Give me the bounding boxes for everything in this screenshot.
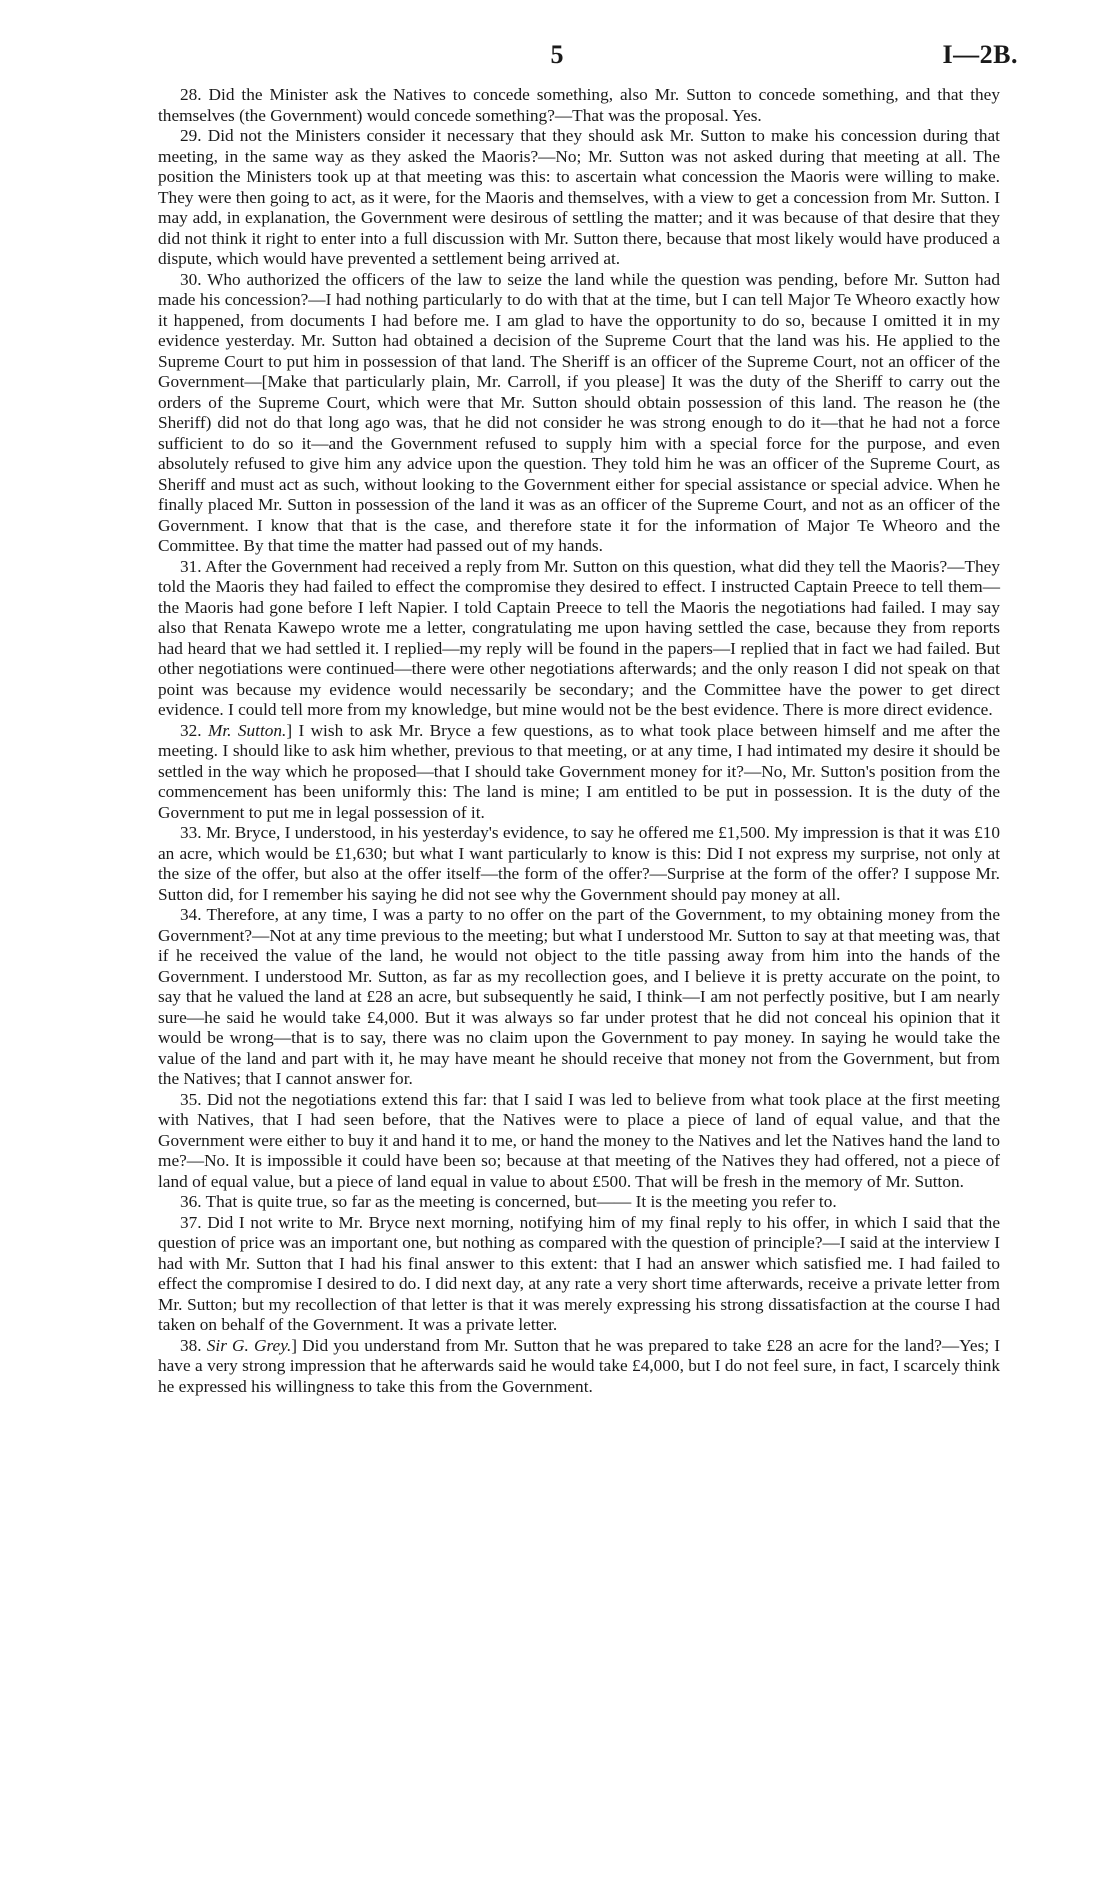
question-text: ] Did you understand from Mr. Sutton that he was prepared to take £28 an acre for the land?—Yes; I have a very strong impression that he afterwards said he would take £4,000, but I do not feel sure, in fact, I scarcely think he expressed his willingness to take this from the Government. <box>158 1335 1001 1396</box>
question-36: 36. That is quite true, so far as the meeting is concerned, but—— It is the meeting you refer to. <box>180 1192 837 1211</box>
page-number: 5 <box>550 40 564 69</box>
question-30: 30. Who authorized the officers of the law to seize the land while the question was pending, before Mr. Sutton had made his concession?—I had nothing particularly to do with that at the time, but I can tell Major Te Wheoro exactly how it happened, from documents I had before me. I am glad to have the opportunity to do so, because I omitted it in my evidence yesterday. Mr. Sutton had obtained a decision of the Supreme Court that the land was his. He applied to the Supreme Court to put him in possession of that land. The Sheriff is an officer of the Supreme Court, not an officer of the Government—[Make that particularly plain, Mr. Carroll, if you please] It was the duty of the Sheriff to carry out the orders of the Supreme Court, which were that Mr. Sutton should obtain possession of this land. The reason he (the Sheriff) did not do that long ago was, that he did not consider he was strong enough to do it—that he had not a force sufficient to do so it—and the Government refused to supply him with a special force for the purpose, and even absolutely refused to give him any advice upon the question. They told him he was an officer of the Supreme Court, as Sheriff and must act as such, without looking to the Government either for special assistance or special advice. When he finally placed Mr. Sutton in possession of the land it was as an officer of the Supreme Court, and not as an officer of the Government. I know that that is the case, and therefore state it for the information of Major Te Wheoro and the Committee. By that time the matter had passed out of my hands. <box>158 269 1000 555</box>
speaker-name: Sir G. Grey. <box>206 1335 292 1355</box>
question-text: ] I wish to ask Mr. Bryce a few questions, as to what took place between himself and me after the meeting. I should like to ask him whether, previous to that meeting, or at any time, I had intimated my desire it should be settled in the way which he proposed—that I should take Government money for it?—No, Mr. Sutton's position from the commencement has been uniformly this: The land is mine; I am entitled to be put in possession. It is the duty of the Government to put me in legal possession of it. <box>158 720 1000 822</box>
question-33: 33. Mr. Bryce, I understood, in his yesterday's evidence, to say he offered me £1,500. My impression is that it was £10 an acre, which would be £1,630; but what I want particularly to know is this: Did I not express my surprise, not only at the size of the offer, but also at the offer itself—the form of the offer?—Surprise at the form of the offer? I suppose Mr. Sutton did, for I remember his saying he did not see why the Government should pay money at all. <box>158 823 1000 904</box>
document-reference: I—2B. <box>942 40 1018 69</box>
question-number: 38. <box>180 1335 207 1355</box>
question-number: 32. <box>180 720 208 740</box>
question-35: 35. Did not the negotiations extend this far: that I said I was led to believe from what took place at the first meeting with Natives, that I had seen before, that the Natives were to place a piece of land of equal value, and that the Government were either to buy it and hand it to me, or hand the money to the Natives and let the Natives hand the land to me?—No. It is impossible it could have been so; because at that meeting of the Natives they had offered, not a piece of land of equal value, but a piece of land equal in value to about £500. That will be fresh in the memory of Mr. Sutton. <box>158 1089 1000 1191</box>
question-31: 31. After the Government had received a reply from Mr. Sutton on this question, what did they tell the Maoris?—They told the Maoris they had failed to effect the compromise they desired to effect. I instructed Captain Preece to tell them—the Maoris had gone before I left Napier. I told Captain Preece to tell the Maoris the negotiations had failed. I may say also that Renata Kawepo wrote me a letter, congratulating me upon having settled the case, because they from reports had heard that we had settled it. I replied—my reply will be found in the papers—I replied that in fact we had failed. But other negotiations were continued—there were other negotiations afterwards; and the only reason I did not speak on that point was because my evidence would necessarily be secondary; and the Committee have the power to get direct evidence. I could tell more from my knowledge, but mine would not be the best evidence. There is more direct evidence. <box>158 556 1000 719</box>
question-28: 28. Did the Minister ask the Natives to concede something, also Mr. Sutton to concede something, and that they themselves (the Government) would concede something?—That was the proposal. Yes. <box>158 85 1000 125</box>
question-38 <box>158 1336 1000 1398</box>
speaker-name: Mr. Sutton. <box>207 720 287 740</box>
question-34: 34. Therefore, at any time, I was a party to no offer on the part of the Government, to my obtaining money from the Government?—Not at any time previous to the meeting; but what I understood Mr. Sutton to say at that meeting was, that if he received the value of the land, he would not object to the title passing away from him into the hands of the Government. I understood Mr. Sutton, as far as my recollection goes, and I believe it is pretty accurate on the point, to say that he valued the land at £28 an acre, but subsequently he said, I think—I am not perfectly positive, but I am nearly sure—he said he would take £4,000. But it was always so far under protest that he did not conceal his opinion that it would be wrong—that is to say, there was no claim upon the Government to pay money. In saying he would take the value of the land and part with it, he may have meant he should receive that money not from the Government, but from the Natives; that I cannot answer for. <box>158 905 1000 1088</box>
minutes-of-evidence <box>158 85 1000 1397</box>
question-32 <box>158 721 1000 824</box>
question-29: 29. Did not the Ministers consider it necessary that they should ask Mr. Sutton to make his concession during that meeting, in the same way as they asked the Maoris?—No; Mr. Sutton was not asked during that meeting at all. The position the Ministers took up at that meeting was this: to ascertain what concession the Maoris were willing to make. They were then going to act, as it were, for the Maoris and themselves, with a view to get a concession from Mr. Sutton. I may add, in explanation, the Government were desirous of settling the matter; and it was because of that desire that they did not think it right to enter into a full discussion with Mr. Sutton there, because that most likely would have produced a dispute, which would have prevented a settlement being arrived at. <box>158 126 1000 268</box>
question-37: 37. Did I not write to Mr. Bryce next morning, notifying him of my final reply to his offer, in which I said that the question of price was an important one, but nothing as compared with the question of principle?—I said at the interview I had with Mr. Sutton that I had his final answer to this extent: that I had an answer which satisfied me. I had failed to effect the compromise I desired to do. I did next day, at any rate a very short time afterwards, receive a private letter from Mr. Sutton; but my recollection of that letter is that it was merely expressing his strong dissatisfaction at the course I had taken on behalf of the Government. It was a private letter. <box>158 1212 1000 1334</box>
